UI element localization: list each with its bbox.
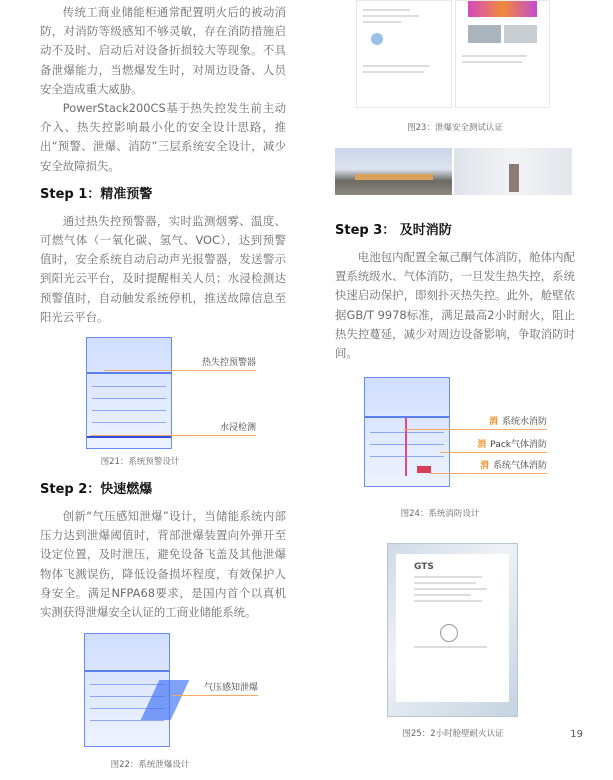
figure-24 bbox=[335, 377, 575, 527]
figure-23 bbox=[335, 0, 575, 200]
certificate-document bbox=[356, 0, 452, 108]
left-column bbox=[40, 3, 286, 780]
figure-24-caption: 图24：系统消防设计 bbox=[400, 509, 480, 520]
intro-paragraph-2: PowerStack200CS基于热失控发生前主动介入、热失控影响最小化的安全设计思路，推出“预警、泄爆、消防”三层系统安全设计，减少安全故障损失。 bbox=[40, 101, 286, 173]
figure-22 bbox=[40, 628, 286, 774]
label-water-detection: 水浸检测 bbox=[90, 423, 256, 436]
certificate-frame bbox=[387, 543, 518, 717]
figure-21 bbox=[40, 333, 286, 471]
step3-paragraph: 电池包内配置全氟己酮气体消防，舱体内配置系统级水、气体消防，一旦发生热失控，系统快速启动保护，即刻扑灭热失控。此外，舱壁依据GB/T 9978标准，满足最高2小时耐火，阻止热失控蔓延，减少对周边设备影响，争取消防时间。 bbox=[335, 250, 575, 361]
figure-25-caption: 图25：2小时舱壁耐火认证 bbox=[402, 729, 504, 740]
step1-paragraph: 通过热失控预警器，实时监测烟雾、温度、可燃气体（一氧化碳、氢气、VOC），达到预警值时，安全系统自动启动声光报警器，发送警示到阳光云平台，及时提醒相关人员；水浸检测达预警值时，自动触发系统停机，推送故障信息至阳光云平台。 bbox=[40, 213, 286, 324]
step2-heading: Step 2：快速燃爆 bbox=[40, 482, 153, 498]
label-thermal-runaway-detector: 热失控预警器 bbox=[104, 358, 256, 371]
right-column bbox=[335, 0, 575, 751]
intro-paragraph-1: 传统工商业储能柜通常配置明火后的被动消防，对消防等级感知不够灵敏，存在消防措施启动不及时、启动后对设备折损较大等现象。不具备泄爆能力，当燃爆发生时，对周边设备、人员安全造成重大威胁。 bbox=[40, 5, 286, 96]
label-pack-gas-fire: 消 Pack气体消防 bbox=[440, 440, 547, 453]
venting-test-photo bbox=[454, 148, 572, 195]
step1-heading: Step 1：精准预警 bbox=[40, 186, 153, 202]
team-photo bbox=[335, 148, 452, 195]
step2-paragraph: 创新“气压感知泄爆”设计，当储能系统内部压力达到泄爆阈值时，背部泄爆装置向外弹开至设定位置，及时泄压，避免设备飞盖及其他泄爆物体飞溅误伤，降低设备损坏程度，有效保护人身安全。满足NFPA68要求，是国内首个以真机实测获得泄爆安全认证的工商业储能系统。 bbox=[40, 509, 286, 620]
gts-logo: GTS bbox=[414, 562, 434, 573]
label-system-gas-fire: 消 系统气体消防 bbox=[430, 461, 547, 474]
label-pressure-venting: 气压感知泄爆 bbox=[172, 683, 258, 696]
page-number: 19 bbox=[570, 729, 583, 740]
figure-21-caption: 图21：系统预警设计 bbox=[100, 457, 180, 468]
label-system-water-fire: 消 系统水消防 bbox=[404, 417, 547, 430]
test-report-document bbox=[455, 0, 550, 108]
figure-22-caption: 图22：系统泄爆设计 bbox=[110, 760, 190, 771]
figure-23-caption: 图23：泄爆安全测试认证 bbox=[407, 123, 503, 133]
step3-heading: Step 3： 及时消防 bbox=[335, 223, 452, 238]
figure-25 bbox=[335, 533, 575, 745]
